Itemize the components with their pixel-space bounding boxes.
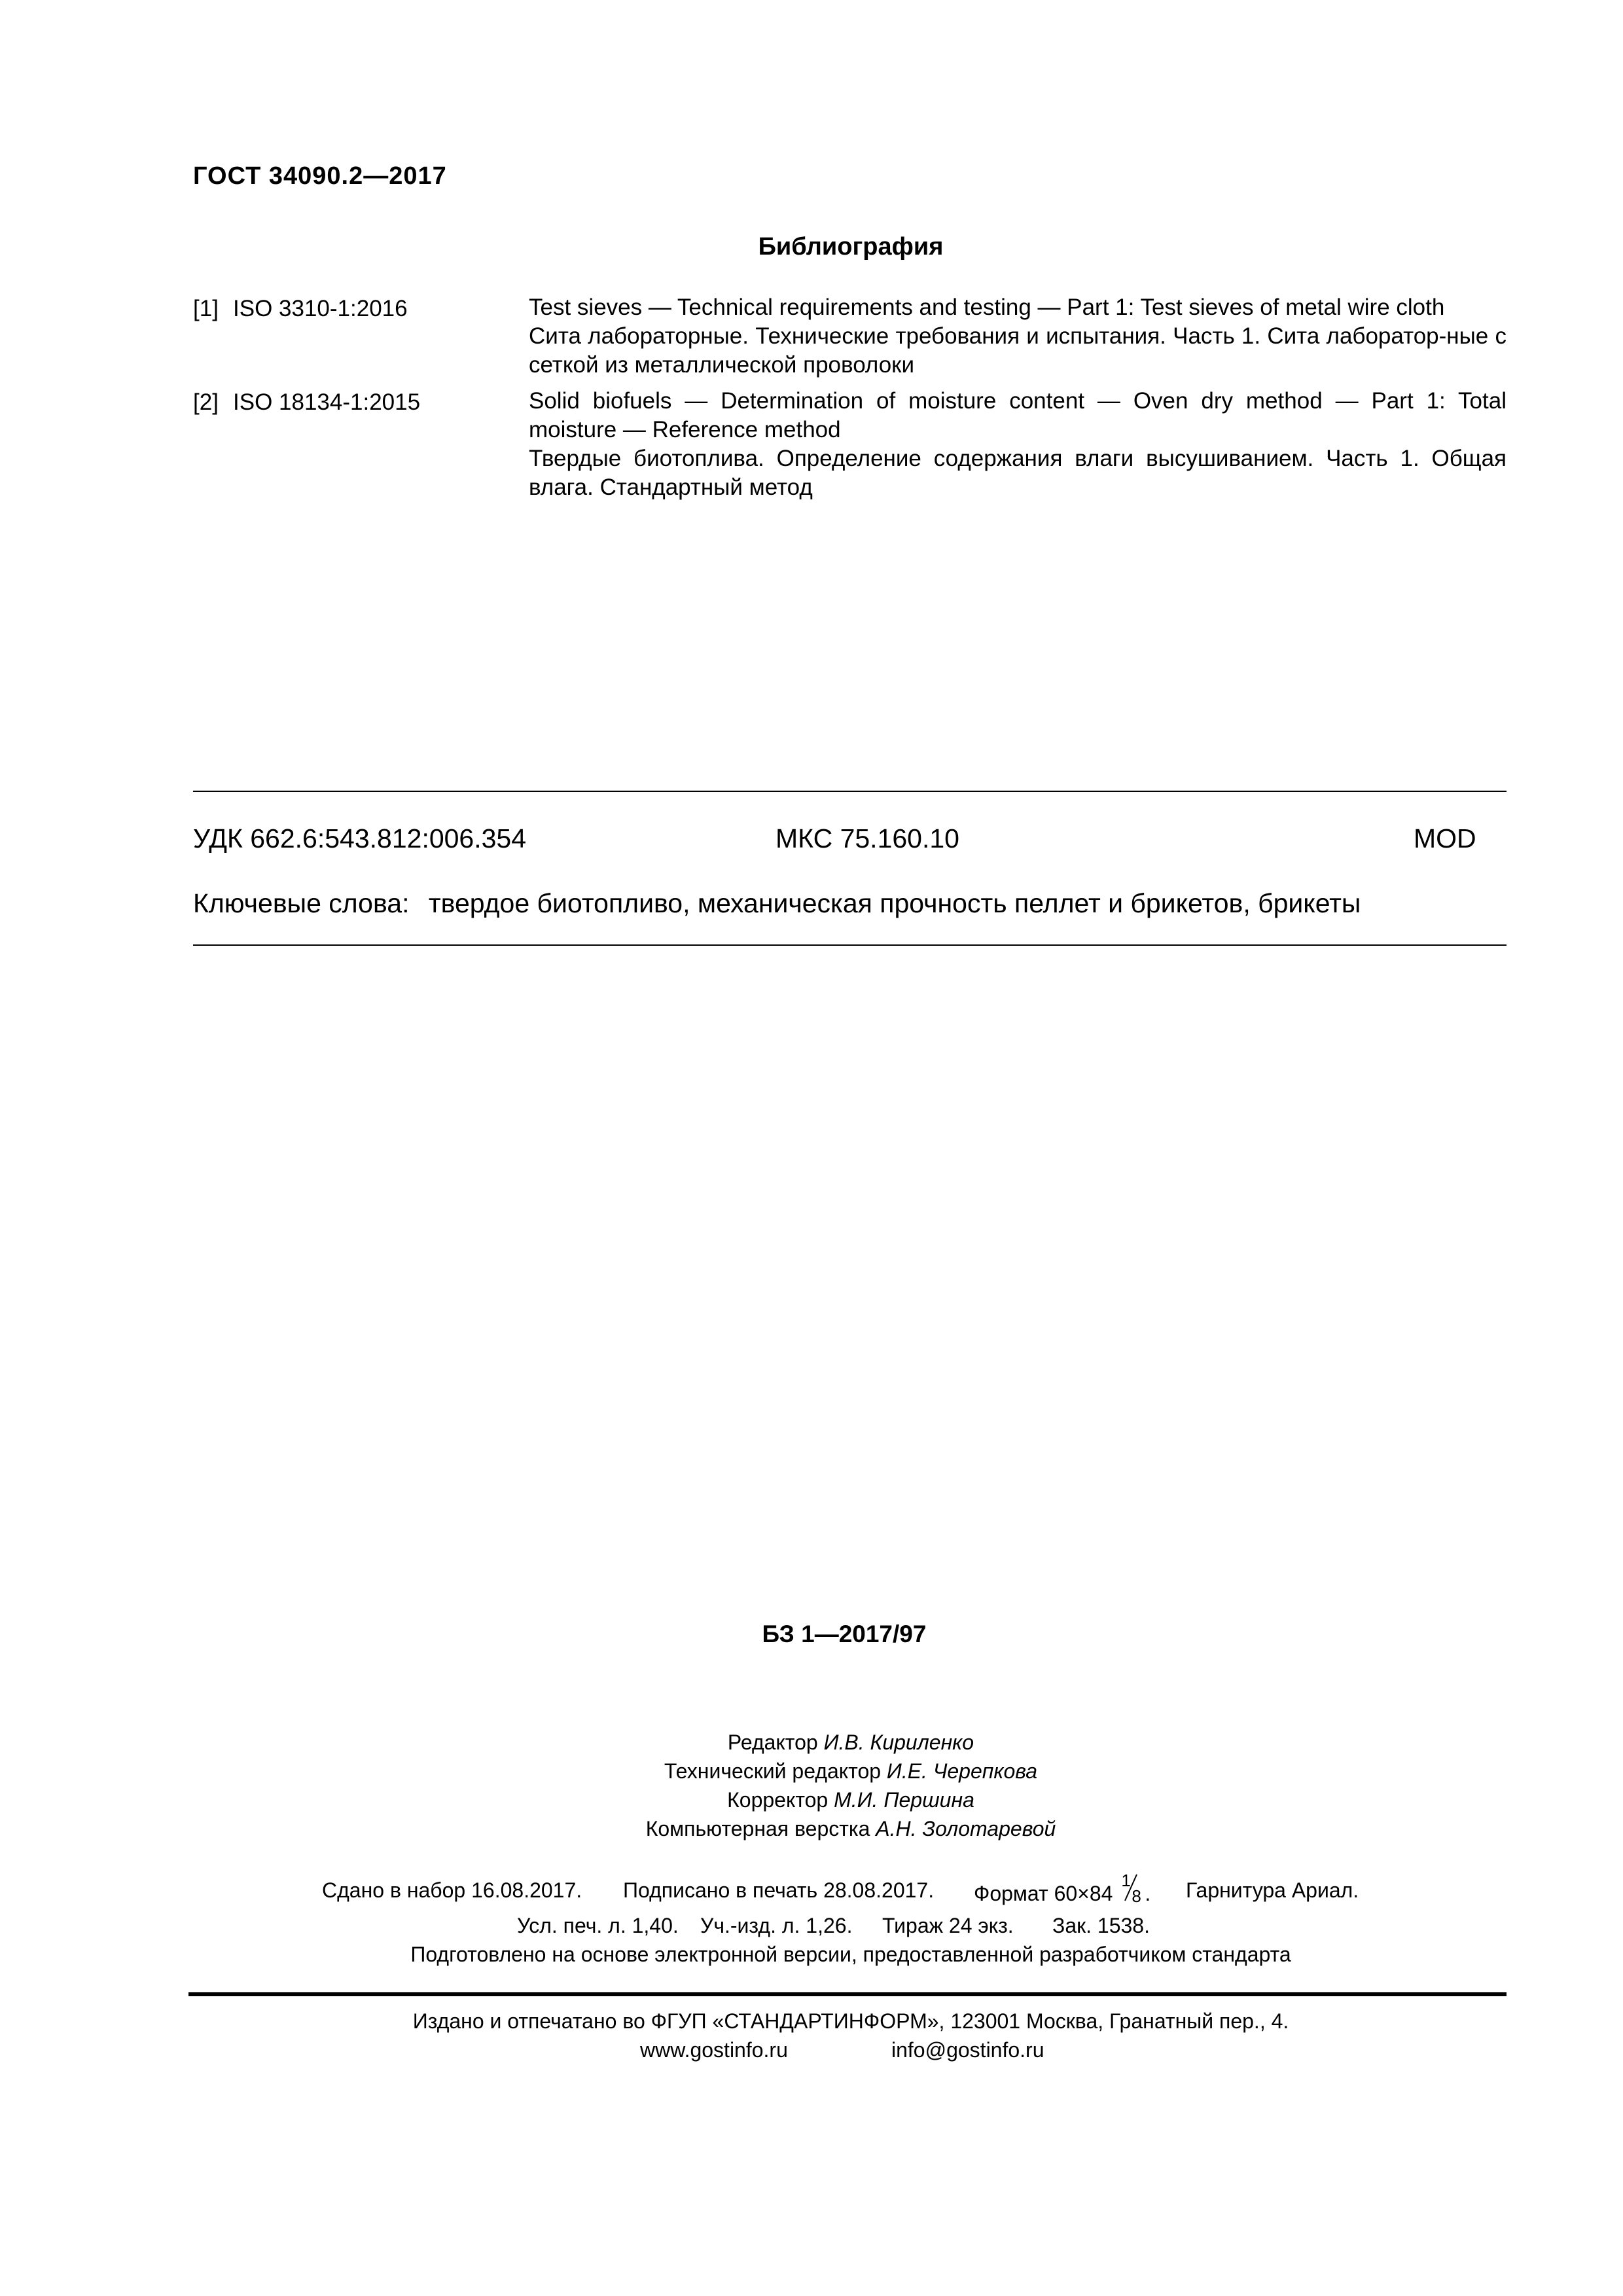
credit-name: М.И. Першина [834, 1788, 974, 1812]
keywords-text: твердое биотопливо, механическая прочность пеллет и брикетов, брикеты [428, 888, 1361, 918]
prepared-note: Подготовлено на основе электронной версии, предоставленной разработчиком стандарта [410, 1943, 1291, 1966]
credit-name: И.Е. Черепкова [886, 1759, 1038, 1783]
credit-name: А.Н. Золотаревой [876, 1817, 1056, 1840]
circulation: Тираж 24 экз. [882, 1914, 1014, 1937]
credit-tech-editor [0, 1759, 1623, 1784]
reference-title-en: Solid biofuels — Determination of moisture content — Oven dry method — Part 1: Total moisture — Reference method [529, 388, 1507, 442]
credit-role: Корректор [727, 1788, 834, 1812]
keywords-label: Ключевые слова: [193, 888, 410, 918]
credit-name: И.В. Кириленко [823, 1731, 974, 1754]
divider [193, 944, 1507, 946]
mks-code: МКС 75.160.10 [776, 823, 959, 853]
typeface-info: Гарнитура Ариал. [1186, 1878, 1359, 1902]
credit-editor [0, 1731, 1623, 1755]
reference-number: [1] [193, 296, 219, 321]
keywords-line [193, 888, 1361, 919]
divider [188, 1992, 1507, 1996]
bibliography-title: Библиография [758, 233, 944, 260]
credit-corrector [0, 1788, 1623, 1812]
email-link[interactable]: info@gostinfo.ru [891, 2038, 1044, 2062]
format-info [974, 1871, 1151, 1906]
format-suffix: . [1145, 1882, 1151, 1905]
bz-number: БЗ 1—2017/97 [762, 1621, 927, 1647]
credit-role: Компьютерная верстка [645, 1817, 876, 1840]
format-numerator: 1 [1121, 1871, 1131, 1890]
pub-sheets: Уч.-изд. л. 1,26. [700, 1914, 853, 1937]
reference-code: ISO 18134-1:2015 [233, 389, 421, 415]
udk-code: УДК 662.6:543.812:006.354 [193, 823, 527, 853]
standard-code: ГОСТ 34090.2—2017 [193, 162, 447, 190]
publisher-info: Издано и отпечатано во ФГУП «СТАНДАРТИНФОРМ», 123001 Москва, Гранатный пер., 4. [412, 2009, 1289, 2033]
divider [193, 791, 1507, 792]
reference-code: ISO 3310-1:2016 [233, 296, 408, 321]
reference-title-ru: Сита лабораторные. Технические требования и испытания. Часть 1. Сита лаборатор-ные с сеткой из металлической проволоки [529, 323, 1507, 378]
reference-number: [2] [193, 389, 219, 415]
format-label: Формат 60×84 [974, 1882, 1113, 1905]
credit-layout [0, 1817, 1623, 1841]
credit-role: Технический редактор [664, 1759, 887, 1783]
reference-title-ru: Твердые биотоплива. Определение содержания влаги высушиванием. Часть 1. Общая влага. Стандартный метод [529, 446, 1507, 500]
format-fraction [1118, 1871, 1145, 1906]
signed-date: Подписано в печать 28.08.2017. [623, 1878, 935, 1902]
website-link[interactable]: www.gostinfo.ru [640, 2038, 788, 2062]
order-number: Зак. 1538. [1052, 1914, 1150, 1937]
format-denominator: 8 [1132, 1886, 1141, 1906]
mod-label: MOD [1414, 823, 1476, 853]
reference-title-en: Test sieves — Technical requirements and testing — Part 1: Test sieves of metal wire cloth [529, 295, 1445, 320]
print-sheets: Усл. печ. л. 1,40. [517, 1914, 679, 1937]
credit-role: Редактор [727, 1731, 824, 1754]
typeset-date: Сдано в набор 16.08.2017. [322, 1878, 582, 1902]
